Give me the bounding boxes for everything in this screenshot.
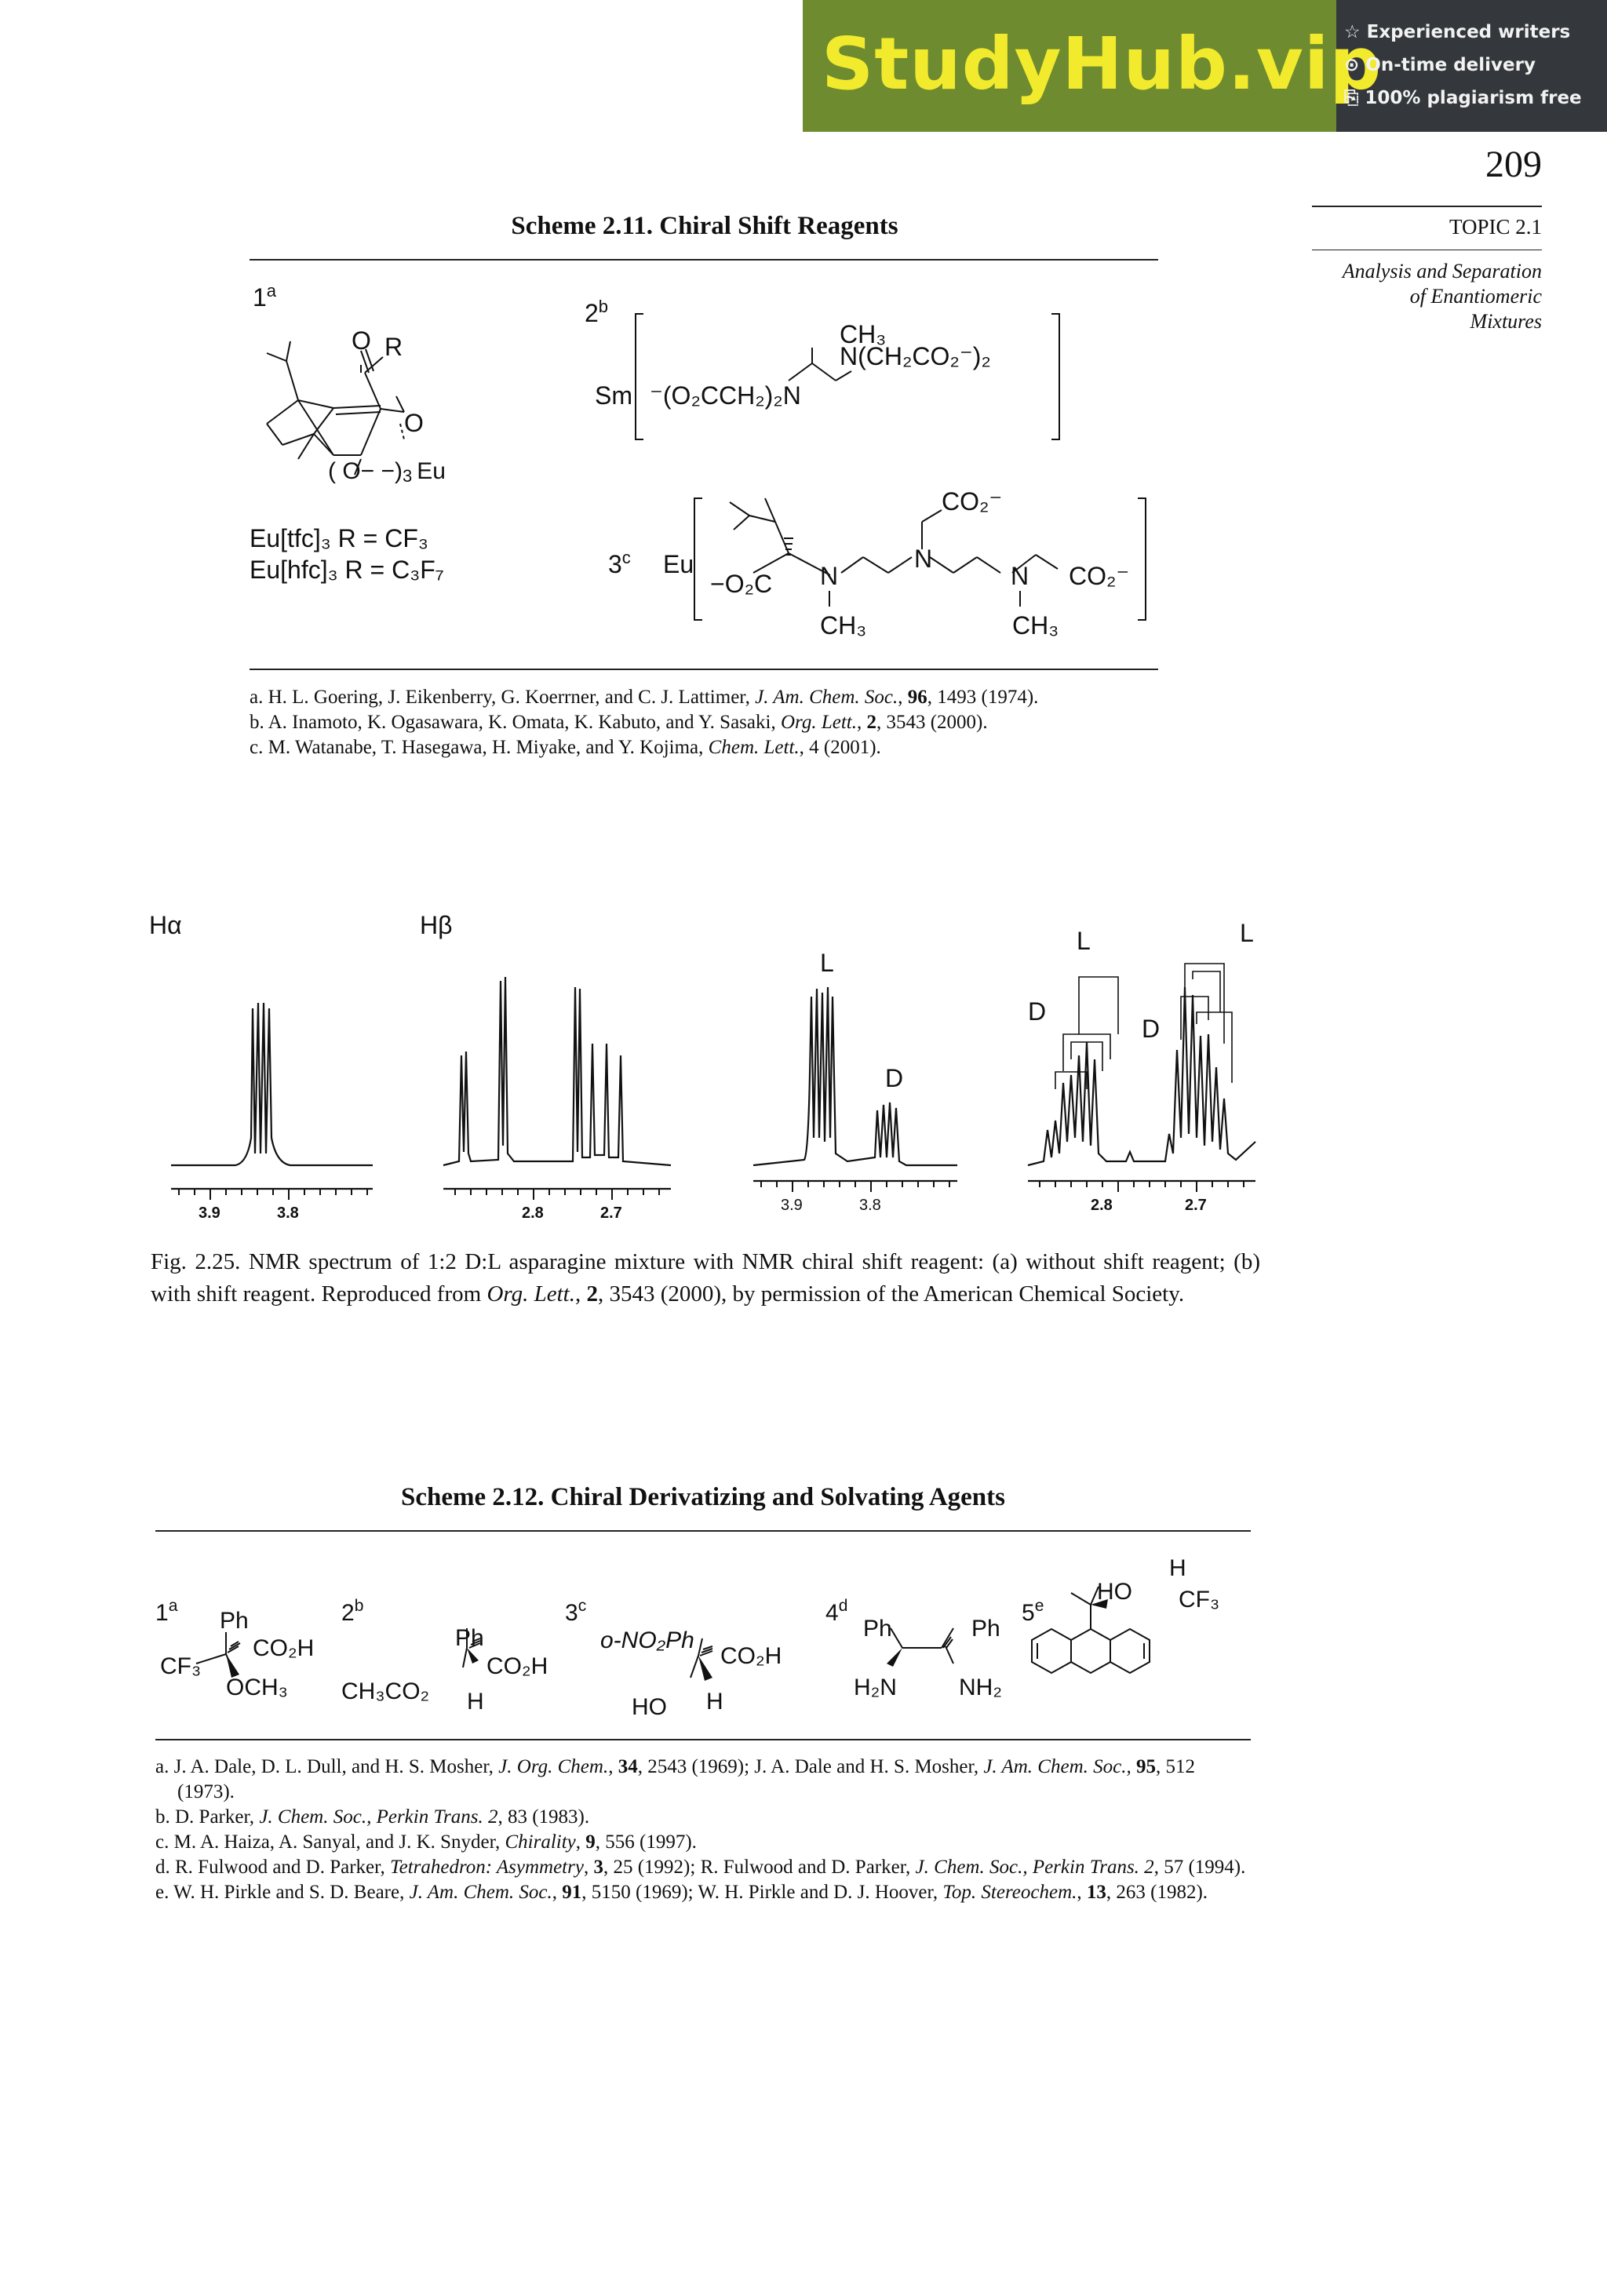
compound-3-co2h: CO₂H [720, 1643, 782, 1669]
compound-4-ph-right: Ph [971, 1616, 1000, 1642]
compound-2-ch3: CH₃ [840, 320, 887, 348]
compound-1-hfc: Eu[hfc]₃ R = C₃F₇ [250, 556, 444, 584]
compound-1-enolate-O: O [404, 409, 424, 437]
axis-tick-label: 2.8 [522, 1204, 544, 1222]
compound-3-ch3-left: CH₃ [820, 611, 867, 640]
scheme-211-references [250, 685, 1168, 760]
page-number: 209 [1485, 144, 1542, 185]
compound-3-co2-top: CO₂⁻ [942, 487, 1003, 516]
compound-3-ch3-right: CH₃ [1012, 611, 1059, 640]
compound-5-label: 5e [1022, 1597, 1044, 1626]
sidebar-rule-top [1312, 206, 1542, 207]
compound-2-h: H [467, 1689, 484, 1715]
banner-feature-writers: ☆ Experienced writers [1344, 22, 1571, 42]
nmr-spectra-figure [141, 902, 1263, 1232]
running-title-line: of Enantiomeric [1409, 285, 1542, 308]
scheme-212-references [155, 1755, 1254, 1905]
compound-3-carboxylate-left: −O₂C [710, 570, 773, 598]
axis-tick-label: 2.7 [600, 1204, 622, 1222]
running-title [1343, 259, 1542, 334]
peak-label-D: D [1142, 1015, 1161, 1043]
compound-3-N3: N [1011, 562, 1029, 590]
scheme-212-title: Scheme 2.12. Chiral Derivatizing and Solvating Agents [400, 1483, 1005, 1511]
panel-label-h-beta: Hβ [420, 911, 453, 939]
reference-item: b. D. Parker, J. Chem. Soc., Perkin Trans. 2, 83 (1983). [155, 1806, 590, 1828]
compound-1-tfc: Eu[tfc]₃ R = CF₃ [250, 524, 428, 552]
compound-2-acetate: CH₃CO₂ [341, 1678, 430, 1704]
reference-item: c. M. A. Haiza, A. Sanyal, and J. K. Snyder, Chirality, 9, 556 (1997). [155, 1831, 697, 1853]
compound-3-label: 3$^c$ [565, 1597, 587, 1626]
compound-3-h: H [706, 1689, 723, 1715]
compound-1-och3: OCH₃ [226, 1675, 288, 1700]
compound-2-right: N(CH₂CO₂⁻)₂ [840, 342, 991, 370]
compound-1-label: 1$^a$ [253, 281, 277, 312]
compound-1-ph: Ph [220, 1608, 249, 1634]
spectrum-trace [171, 1003, 373, 1165]
compound-2-left: ⁻(O₂CCH₂)₂N [650, 381, 801, 410]
spectrum-trace [753, 987, 957, 1165]
compound-2-label: 2$^b$ [585, 297, 609, 327]
axis-tick-label: 3.9 [199, 1204, 220, 1222]
peak-label-L: L [1240, 919, 1254, 947]
axis-tick-label: 2.7 [1185, 1197, 1207, 1214]
reference-item: b. A. Inamoto, K. Ogasawara, K. Omata, K. Kabuto, and Y. Sasaki, Org. Lett., 2, 3543 (2000). [250, 712, 988, 733]
reference-item: e. W. H. Pirkle and S. D. Beare, J. Am. Chem. Soc., 91, 5150 (1969); W. H. Pirkle and D. J. Hoover, Top. Stereochem., 13, 263 (1982). [155, 1882, 1208, 1903]
panel-label-h-alpha: Hα [149, 911, 182, 939]
banner-logo-area[interactable] [803, 0, 1383, 132]
compound-4-nh2-right: NH₂ [959, 1675, 1002, 1700]
compound-3-label: 3$^c$ [608, 548, 631, 578]
banner-feature-delivery: ⊙ On-time delivery [1344, 55, 1536, 75]
compound-3-N1: N [820, 562, 839, 590]
compound-1-R: R [384, 333, 403, 361]
ad-banner[interactable] [803, 0, 1607, 132]
compound-4-label: 4$^d$ [825, 1597, 848, 1626]
peak-label-L: L [820, 949, 834, 977]
scheme-211-rule-bottom [250, 669, 1158, 670]
compound-1-eu-ligand: ( O− −)3 Eu [328, 458, 446, 486]
axis-tick-label: 3.8 [277, 1204, 299, 1222]
compound-5-ho: HO [1097, 1579, 1132, 1605]
studyhub-logo[interactable]: StudyHub.vip [822, 22, 1383, 106]
figure-225-caption: Fig. 2.25. NMR spectrum of 1:2 D:L asparagine mixture with NMR chiral shift reagent: (a) without shift reagent; (b) with shift reagent. Reproduced from Org. Lett., 2, 3543 (2000), by permission of the American Chemical Society. [151, 1249, 1260, 1307]
peak-label-D: D [1028, 997, 1047, 1026]
compound-1-cf3: CF₃ [160, 1653, 202, 1679]
compound-4-nh2-left: H₂N [854, 1675, 897, 1700]
scheme-212-structures [149, 1538, 1263, 1726]
compound-2-co2h: CO₂H [486, 1653, 548, 1679]
reference-item: a. J. A. Dale, D. L. Dull, and H. S. Mosher, J. Org. Chem., 34, 2543 (1969); J. A. Dale and H. S. Mosher, J. Am. Chem. Soc., 95, 512 (1973). [155, 1756, 1195, 1802]
reference-item: a. H. L. Goering, J. Eikenberry, G. Koerrner, and C. J. Lattimer, J. Am. Chem. Soc., 96, 1493 (1974). [250, 687, 1039, 708]
compound-2-label: 2$^b$ [341, 1597, 364, 1626]
compound-4-ph-left: Ph [863, 1616, 892, 1642]
compound-2-metal: Sm [595, 381, 632, 410]
compound-3-ho: HO [632, 1694, 667, 1720]
spectrum-trace [443, 977, 671, 1165]
axis-tick-label: 2.8 [1091, 1197, 1113, 1214]
banner-feature-plagiarism: ⎘ 100% plagiarism free [1344, 88, 1582, 108]
compound-1-co2h: CO₂H [253, 1635, 315, 1661]
topic-label: TOPIC 2.1 [1448, 215, 1542, 239]
axis-tick-label: 3.9 [781, 1197, 803, 1214]
reference-item: c. M. Watanabe, T. Hasegawa, H. Miyake, and Y. Kojima, Chem. Lett., 4 (2001). [250, 737, 881, 758]
compound-1-carbonyl-O: O [352, 326, 371, 355]
compound-3-nitrophenyl: o-NO₂Ph [600, 1627, 694, 1653]
compound-5-cf3: CF₃ [1179, 1587, 1220, 1613]
scheme-211-rule-top [250, 259, 1158, 261]
scheme-211-title: Scheme 2.11. Chiral Shift Reagents [511, 212, 898, 240]
running-title-line: Analysis and Separation [1342, 260, 1542, 282]
peak-label-L: L [1077, 927, 1091, 955]
scheme-212-rule-bottom [155, 1739, 1251, 1740]
axis-tick-label: 3.8 [859, 1197, 881, 1214]
compound-1-label: 1$^a$ [155, 1597, 178, 1626]
compound-5-h-label: H [1169, 1555, 1186, 1581]
compound-2-ph: Ph [455, 1625, 484, 1651]
compound-3-metal: Eu [663, 550, 694, 578]
compound-3-N2: N [914, 545, 933, 573]
running-title-line: Mixtures [1470, 310, 1542, 333]
scheme-212-rule-top [155, 1530, 1251, 1532]
peak-label-D: D [885, 1064, 904, 1092]
scheme-211-structures [235, 271, 1177, 663]
compound-3-co2-right: CO₂⁻ [1069, 562, 1130, 590]
reference-item: d. R. Fulwood and D. Parker, Tetrahedron: Asymmetry, 3, 25 (1992); R. Fulwood and D. Parker, J. Chem. Soc., Perkin Trans. 2, 57 (1994). [155, 1857, 1246, 1878]
